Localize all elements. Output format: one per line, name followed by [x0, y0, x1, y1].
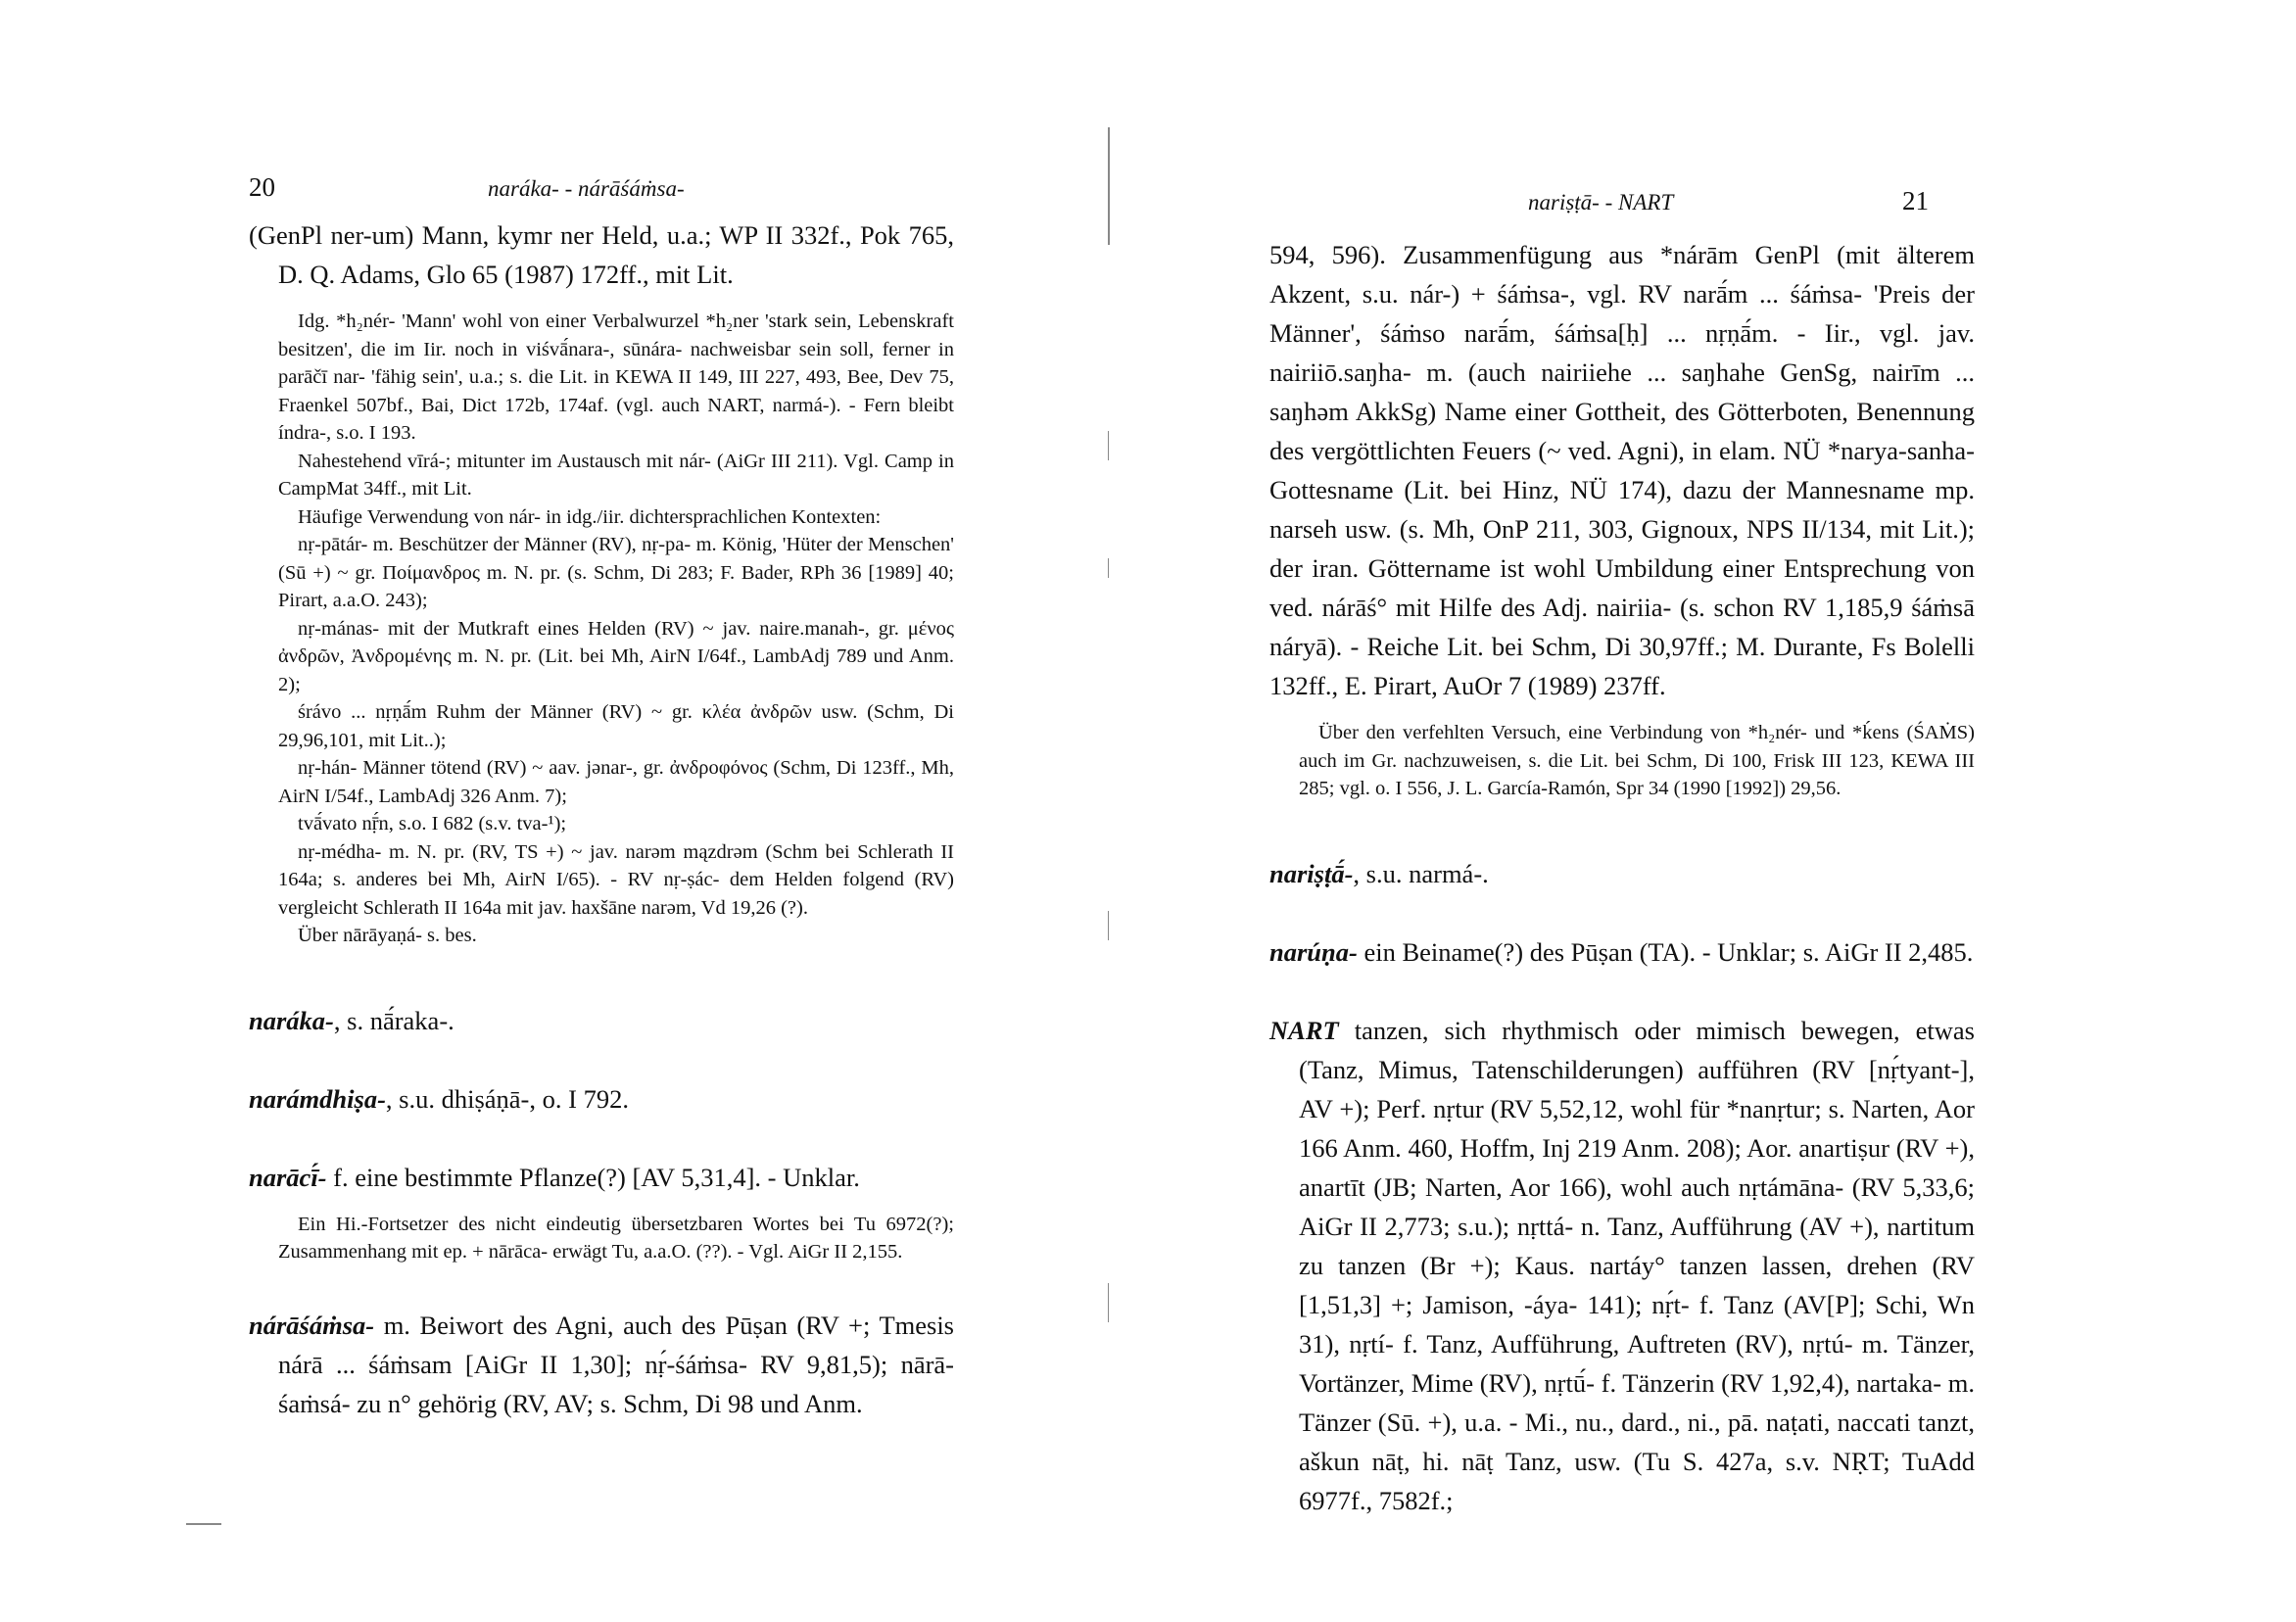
- note-block: [278, 1211, 954, 1266]
- entry-headword: narámdhiṣa-: [249, 1083, 386, 1114]
- gutter-line: [1108, 127, 1110, 245]
- entry-body: m. Beiwort des Agni, auch des Pūṣan (RV +; Tmesis nárā ... śáṁsam [AiGr II 1,30]; nṛ́-śáṁsa- RV 9,81,5); nārā-śaṁsá- zu n° gehörig (RV, AV; s. Schm, Di 98 und Anm.: [278, 1310, 954, 1418]
- page-number-left: 20: [249, 172, 275, 202]
- entry-headword: naráka-: [249, 1005, 334, 1035]
- entry-body: tanzen, sich rhythmisch oder mimisch bewegen, etwas (Tanz, Mimus, Tatenschilderungen) aufführen (RV [nṛ́tyant-], AV +); Perf. nṛtur (RV 5,52,12, wohl für *nanṛtur; s. Narten, Aor 166 Anm. 460, Hoffm, Inj 219 Anm. 208); Aor. anartiṣur (RV +), anartīt (JB; Narten, Aor 166), wohl auch nṛtámāna- (RV 5,33,6; AiGr II 2,773; s.u.); nṛttá- n. Tanz, Aufführung (AV +), nartitum zu tanzen (Br +); Kaus. nartáy° tanzen lassen, drehen (RV [1,51,3] +; Jamison, -áya- 141); nṛ́t- f. Tanz (AV[P]; Schi, Wn 31), nṛtí- f. Tanz, Aufführung, Auftreten (RV), nṛtú- m. Tänzer, Vortänzer, Mime (RV), nṛtū́- f. Tänzerin (RV 1,92,4), nartaka- m. Tänzer (Sū. +), u.a. - Mi., nu., dard., ni., pā. naṭati, naccati tanzt, aškun nāṭ, hi. nāṭ Tanz, usw. (Tu S. 427a, s.v. NṚT; TuAdd 6977f., 7582f.;: [1299, 1015, 1975, 1515]
- entry-body: , s.u. narmá-.: [1353, 858, 1489, 888]
- dictionary-entry: [1269, 854, 1975, 893]
- left-page: [0, 0, 1126, 1622]
- entry-continuation: 594, 596). Zusammenfügung aus *nárām GenPl (mit älterem Akzent, s.u. nár-) + śáṁsa-, vgl. RV narā́m ... śáṁsa- 'Preis der Männer', śáṁso narā́m, śáṁsa[ḥ] ... nṛṇā́m. - Iir., vgl. jav. nairiiō.saŋha- m. (auch nairiiehe ... saŋhahe GenSg, nairīm ... saŋhəm AkkSg) Name einer Gottheit, des Götterboten, Benennung des vergöttlichten Feuers (~ ved. Agni), in elam. NÜ *narya-sanha- Gottesname (Lit. bei Hinz, NÜ 174), dazu der Mannesname mp. narseh usw. (s. Mh, OnP 211, 303, Gignoux, NPS II/134, mit Lit.); der iran. Göttername ist wohl Umbildung einer Entsprechung von ved. nárāś° mit Hilfe des Adj. nairiia- (s. schon RV 1,185,9 śáṁsā náryā). - Reiche Lit. bei Schm, Di 30,97ff.; M. Durante, Fs Bolelli 132ff., E. Pirart, AuOr 7 (1989) 237ff.: [1269, 240, 1975, 700]
- right-column: [1269, 235, 1975, 1520]
- dictionary-entry: [249, 1001, 954, 1040]
- gutter-tick: [1108, 1283, 1109, 1322]
- page-number-right: 21: [1902, 186, 1929, 215]
- note-paragraph: Über den verfehlten Versuch, eine Verbindung von *h₂nér- und *ḱens (ŚAṀS) auch im Gr. nachzuweisen, s. die Lit. bei Schm, Di 100, Frisk III 123, KEWA III 285; vgl. o. I 556, J. L. García-Ramón, Spr 34 (1990 [1992]) 29,56.: [1299, 722, 1975, 799]
- dictionary-entry: [249, 1158, 954, 1197]
- entry-headword: narācī́-: [249, 1162, 327, 1192]
- note-subentry: śrávo ... nṛṇā́m Ruhm der Männer (RV) ~ gr. κλέα ἀνδρῶν usw. (Schm, Di 29,96,101, mit Lit..);: [278, 701, 954, 751]
- entry-headword: nariṣṭā́-: [1269, 858, 1354, 888]
- note-subentry: tvā́vato nṝ́n, s.o. I 682 (s.v. tva-¹);: [298, 813, 567, 835]
- gutter-tick: [1108, 558, 1109, 578]
- note-paragraph: Idg. *h₂nér- 'Mann' wohl von einer Verbalwurzel *h₂ner 'stark sein, Lebenskraft besitzen', die im Iir. noch in viśvā́nara-, sūnára- nachweisbar sein soll, ferner in parāčī nar- 'fähig sein', u.a.; s. die Lit. in KEWA II 149, III 227, 493, Bee, Dev 75, Fraenkel 507bf., Bai, Dict 172b, 174af. (vgl. auch NART, narmá-). - Fern bleibt índra-, s.o. I 193.: [278, 310, 954, 444]
- note-block: [1299, 719, 1975, 803]
- dictionary-entry: [249, 1079, 954, 1119]
- gutter-tick: [1108, 911, 1109, 940]
- entry-headword: nárāśáṁsa-: [249, 1310, 375, 1340]
- note-paragraph: Nahestehend vīrá-; mitunter im Austausch mit nár- (AiGr III 211). Vgl. Camp in CampMat 34ff., mit Lit.: [278, 450, 954, 500]
- gutter-tick: [1108, 431, 1109, 460]
- dictionary-entry: [1269, 1011, 1975, 1520]
- entry-headword: NART: [1269, 1015, 1339, 1045]
- note-subentry: nṛ-hán- Männer tötend (RV) ~ aav. jənar-, gr. ἀνδροφόνος (Schm, Di 123ff., Mh, AirN I/54f., LambAdj 326 Anm. 7);: [278, 757, 954, 807]
- entry-continuation: (GenPl ner-um) Mann, kymr ner Held, u.a.; WP II 332f., Pok 765, D. Q. Adams, Glo 65 (1987) 172ff., mit Lit.: [249, 220, 954, 289]
- scan-mark: [186, 1523, 221, 1525]
- note-paragraph: Häufige Verwendung von nár- in idg./iir. dichtersprachlichen Kontexten:: [298, 505, 882, 528]
- note-subentry: nṛ-pātár- m. Beschützer der Männer (RV), nṛ-pa- m. König, 'Hüter der Menschen' (Sū +) ~ gr. Ποίμανδρος m. N. pr. (s. Schm, Di 283; F. Bader, RPh 36 [1989] 40; Pirart, a.a.O. 243);: [278, 534, 954, 611]
- note-subentry: nṛ-médha- m. N. pr. (RV, TS +) ~ jav. narəm mązdrəm (Schm bei Schlerath II 164a; s. anderes bei Mh, AirN I/65). - RV nṛ-ṣác- dem Helden folgend (RV) vergleicht Schlerath II 164a mit jav. haxšāne narəm, Vd 19,26 (?).: [278, 840, 954, 919]
- note-block: [278, 308, 954, 950]
- running-head-right: nariṣṭā- - NART: [1528, 190, 1674, 215]
- entry-body: ein Beiname(?) des Pūṣan (TA). - Unklar; s. AiGr II 2,485.: [1357, 936, 1974, 967]
- entry-body: f. eine bestimmte Pflanze(?) [AV 5,31,4]. - Unklar.: [326, 1162, 860, 1192]
- dictionary-entry: [249, 1306, 954, 1423]
- left-column: [249, 215, 954, 1423]
- note-subentry: nṛ-mánas- mit der Mutkraft eines Helden (RV) ~ jav. naire.manah-, gr. μένος ἀνδρῶν, Ἀνδρομένης m. N. pr. (Lit. bei Mh, AirN I/64f., LambAdj 789 und Anm. 2);: [278, 617, 954, 695]
- dictionary-entry: [1269, 932, 1975, 972]
- running-head-left: naráka- - nárāśáṁsa-: [488, 176, 685, 201]
- entry-body: , s.u. dhiṣáṇā-, o. I 792.: [385, 1083, 629, 1114]
- entry-headword: narúṇa-: [1269, 936, 1358, 967]
- note-subentry: Über nārāyaṇá- s. bes.: [298, 925, 477, 946]
- entry-body: , s. nā́raka-.: [333, 1005, 454, 1035]
- note-paragraph: Ein Hi.-Fortsetzer des nicht eindeutig übersetzbaren Wortes bei Tu 6972(?); Zusammenhang mit ep. + nārāca- erwägt Tu, a.a.O. (??). - Vgl. AiGr II 2,155.: [278, 1213, 954, 1263]
- right-page: [1126, 0, 2296, 1622]
